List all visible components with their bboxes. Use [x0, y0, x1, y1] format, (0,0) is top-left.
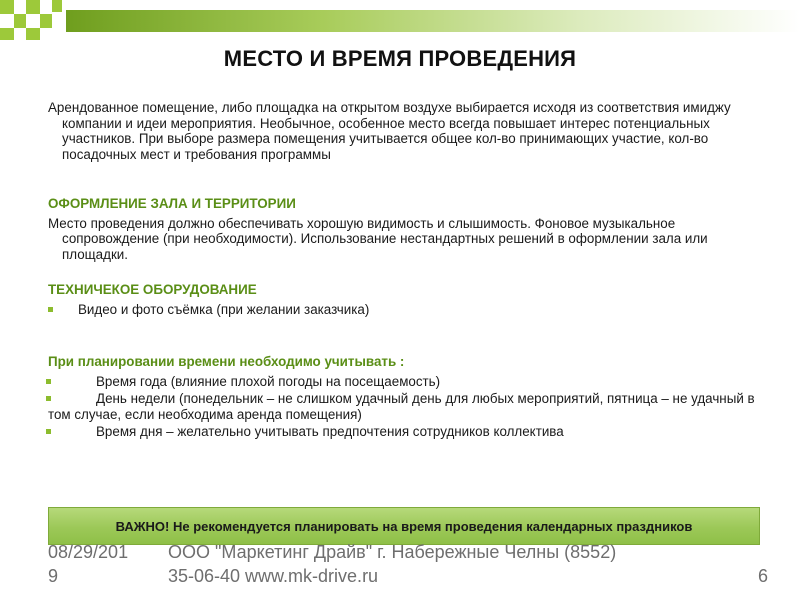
design-block [48, 196, 768, 262]
footer-company-line2: 35-06-40 www.mk-drive.ru [168, 566, 379, 586]
planning-heading: При планировании времени необходимо учитывать : [48, 354, 405, 369]
design-heading: ОФОРМЛЕНИЕ ЗАЛА И ТЕРРИТОРИИ [48, 196, 296, 211]
planning-block [48, 354, 768, 440]
planning-item-text: Время года (влияние плохой погоды на посещаемость) [96, 373, 441, 389]
page-number: 6 [757, 566, 768, 586]
footer-date-line2: 9 [48, 566, 59, 586]
tech-heading: ТЕХНИЧЕКОЕ ОБОРУДОВАНИЕ [48, 282, 257, 297]
header-gradient-bar [66, 10, 800, 32]
planning-item-text: День недели (понедельник – не слишком удачный день для любых мероприятий, пятница – не удачный в том случае, если необходима аренда помещения) [48, 391, 755, 422]
design-paragraph: Место проведения должно обеспечивать хорошую видимость и слышимость. Фоновое музыкальное сопровождение (при необходимости). Использование нестандартных решений в оформлении зала или площадки. [48, 215, 708, 262]
list-item [48, 424, 768, 440]
page-title: МЕСТО И ВРЕМЯ ПРОВЕДЕНИЯ [223, 46, 577, 71]
tech-block [48, 282, 768, 317]
bullet-square-icon [46, 396, 51, 401]
footer-company-line1: ООО "Маркетинг Драйв" г. Набережные Челны (8552) [168, 542, 617, 562]
bullet-square-icon [46, 379, 51, 384]
footer-company [168, 540, 688, 588]
tech-item-text: Видео и фото съёмка (при желании заказчика) [78, 301, 370, 317]
footer-date [48, 540, 148, 588]
important-banner: ВАЖНО! Не рекомендуется планировать на время проведения календарных праздников [48, 507, 760, 545]
list-item [48, 391, 768, 422]
planning-item-text: Время дня – желательно учитывать предпочтения сотрудников коллектива [96, 424, 564, 440]
list-item [48, 302, 768, 318]
intro-paragraph: Арендованное помещение, либо площадка на открытом воздухе выбирается исходя из соответствия имиджу компании и идеи мероприятия. Необычное, особенное место всегда повышает интерес потенциальных участников. При выборе размера помещения учитывается общее кол-во принимающих участие, кол-во посадочных мест и требования программы [48, 100, 731, 162]
bullet-square-icon [48, 307, 53, 312]
footer-date-line1: 08/29/201 [48, 542, 129, 562]
list-item [48, 374, 768, 390]
intro-block [48, 100, 768, 162]
bullet-square-icon [46, 429, 51, 434]
